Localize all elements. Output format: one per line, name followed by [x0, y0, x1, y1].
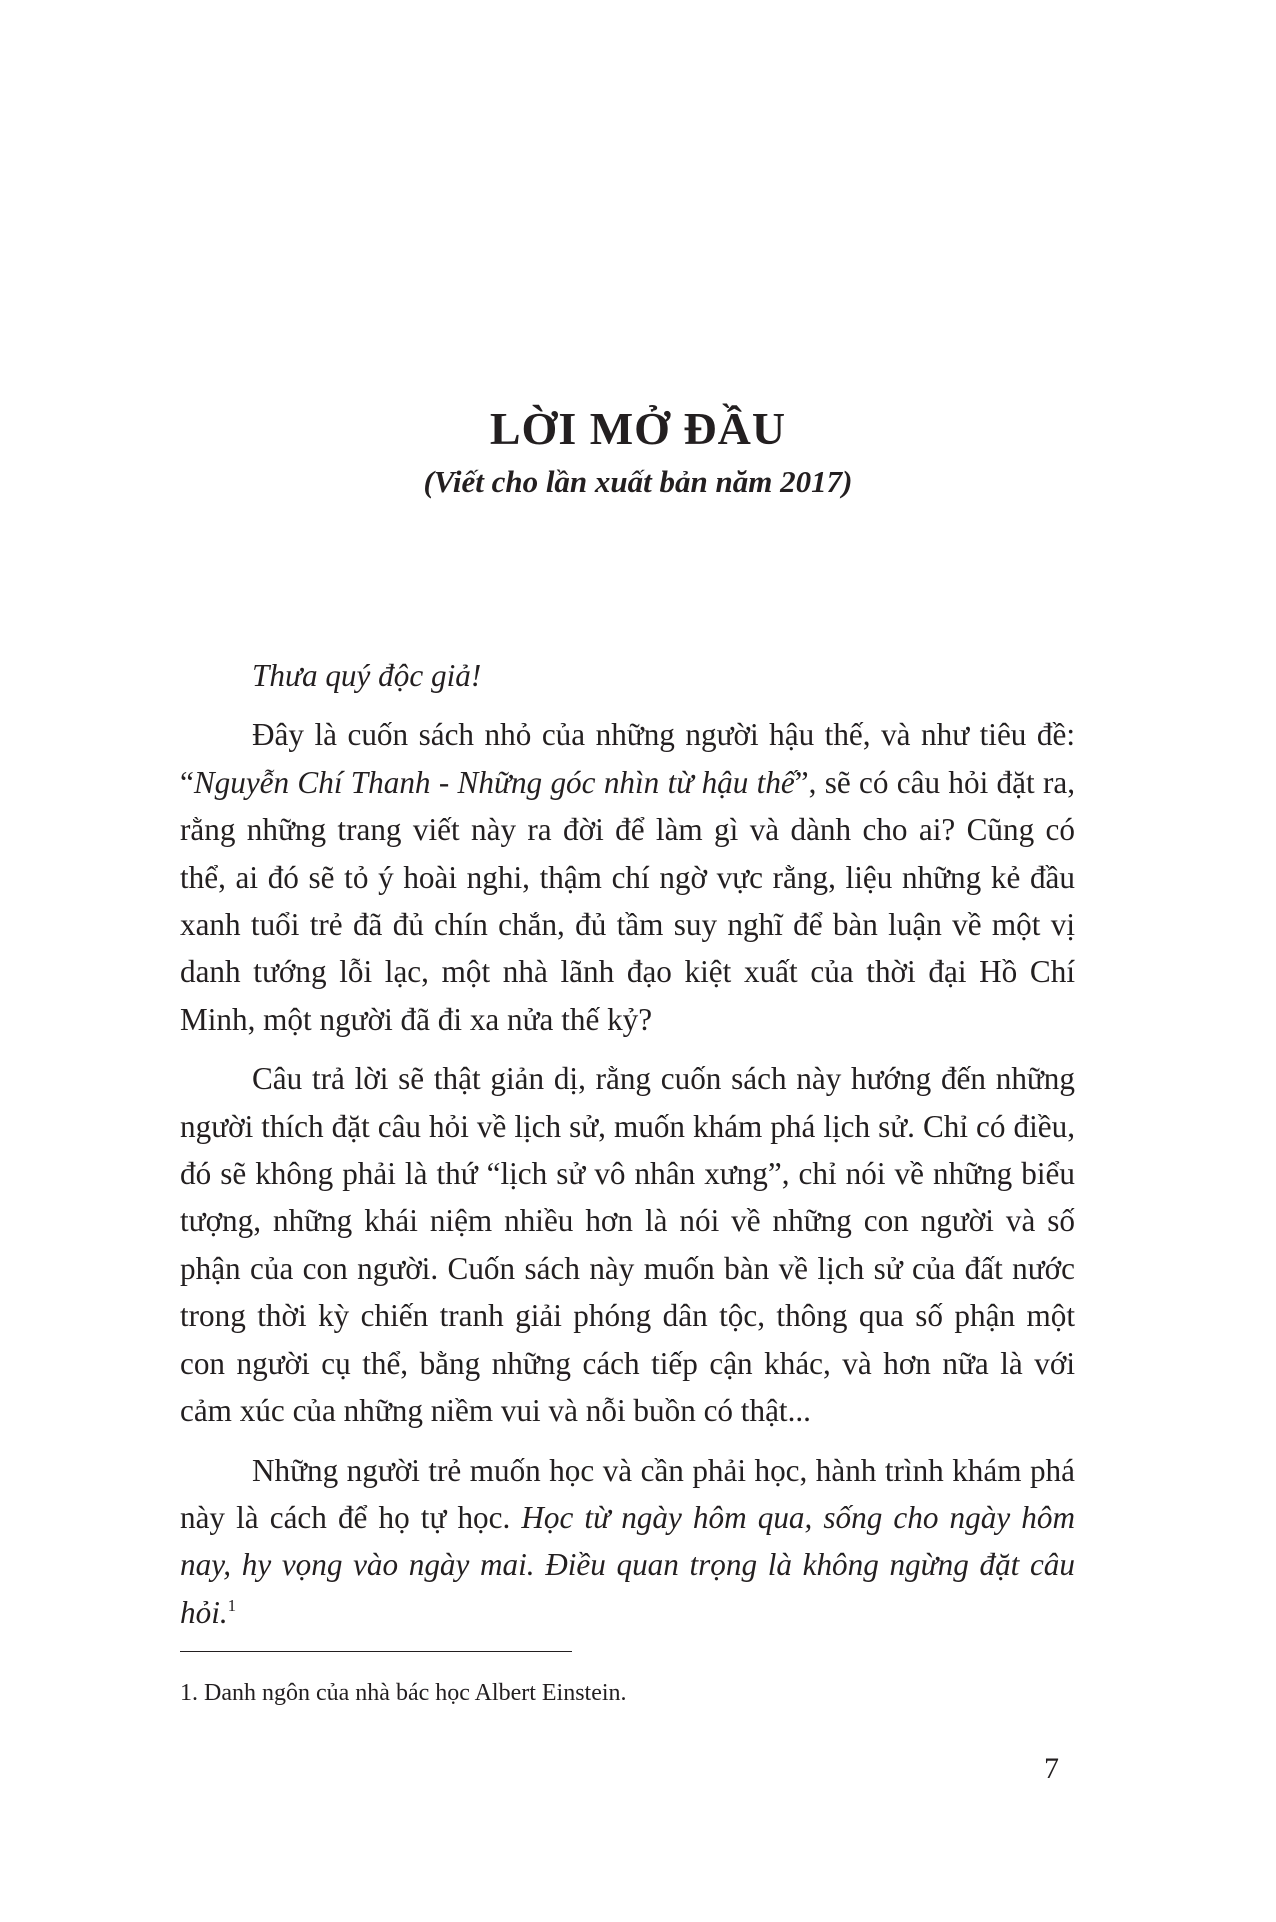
greeting: Thưa quý độc giả! [252, 658, 482, 693]
einstein-quote: Học từ ngày hôm qua, sống cho ngày hôm nay, hy vọng vào ngày mai. Điều quan trọng là không ngừng đặt câu hỏi. [180, 1499, 1075, 1630]
footnote-divider [180, 1651, 572, 1652]
book-title: Nguyễn Chí Thanh - Những góc nhìn từ hậu thế [193, 764, 795, 800]
paragraph-1 [180, 711, 1075, 1043]
page-subtitle: (Viết cho lần xuất bản năm 2017) [423, 464, 853, 499]
paragraph-1-rest: ”, sẽ có câu hỏi đặt ra, rằng những trang viết này ra đời để làm gì và dành cho ai? Cũng có thể, ai đó sẽ tỏ ý hoài nghi, thậm chí ngờ vực rằng, liệu những kẻ đầu xanh tuổi trẻ đã đủ chín chắn, đủ tầm suy nghĩ để bàn luận về một vị danh tướng lỗi lạc, một nhà lãnh đạo kiệt xuất của thời đại Hồ Chí Minh, một người đã đi xa nửa thế kỷ? [180, 764, 1076, 1037]
page-number: 7 [1044, 1752, 1059, 1785]
footnote: 1. Danh ngôn của nhà bác học Albert Einstein. [180, 1680, 627, 1706]
page-title: LỜI MỞ ĐẦU [489, 403, 787, 454]
body-text [180, 652, 1075, 1648]
paragraph-2: Câu trả lời sẽ thật giản dị, rằng cuốn sách này hướng đến những người thích đặt câu hỏi về lịch sử, muốn khám phá lịch sử. Chỉ có điều, đó sẽ không phải là thứ “lịch sử vô nhân xưng”, chỉ nói về những biểu tượng, những khái niệm nhiều hơn là nói về những con người và số phận của con người. Cuốn sách này muốn bàn về lịch sử của đất nước trong thời kỳ chiến tranh giải phóng dân tộc, thông qua số phận một con người cụ thể, bằng những cách tiếp cận khác, và hơn nữa là với cảm xúc của những niềm vui và nỗi buồn có thật... [180, 1061, 1075, 1429]
paragraph-1-intro: Đây là cuốn sách nhỏ của những người hậu thế, và như tiêu đề: “ [180, 717, 1075, 800]
footnote-marker: 1 [227, 1595, 237, 1615]
paragraph-3-text: Những người trẻ muốn học và cần phải học, hành trình khám phá này là cách để họ tự học. [180, 1452, 1075, 1535]
paragraph-3 [180, 1447, 1075, 1637]
